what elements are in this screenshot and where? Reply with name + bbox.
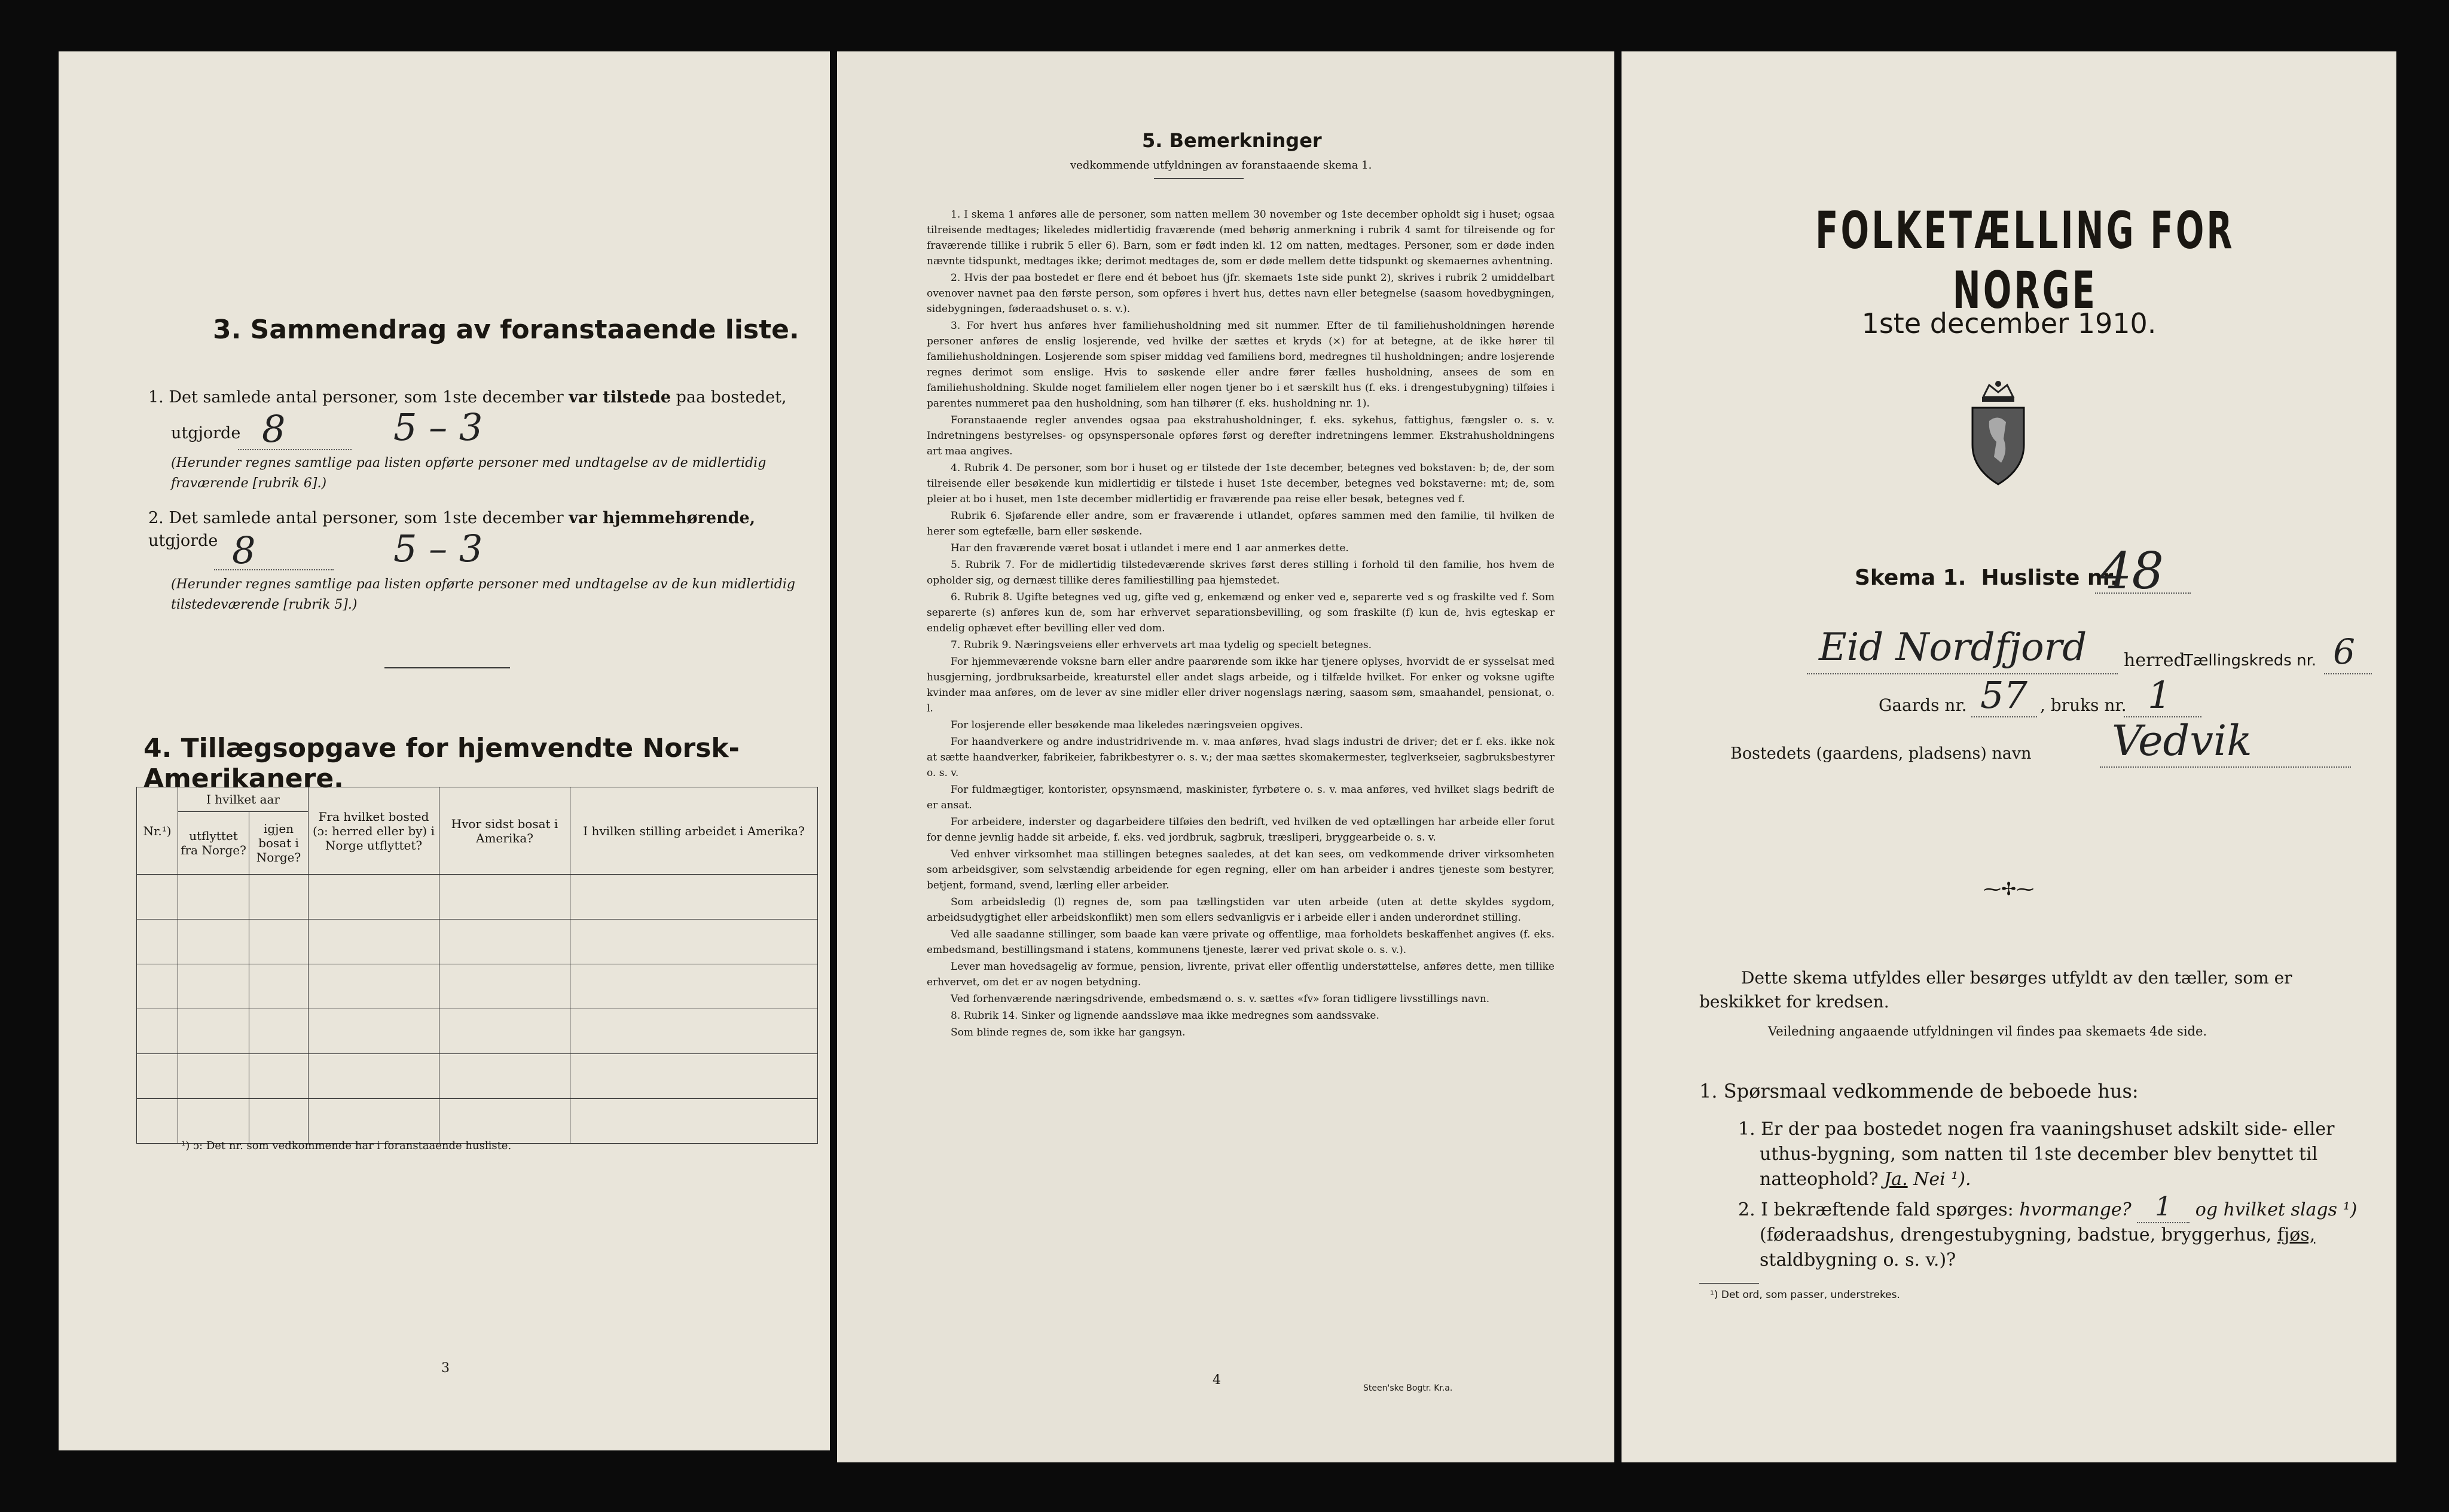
form-date: 1ste december 1910.	[1861, 307, 2157, 340]
remark-paragraph: Rubrik 6. Sjøfarende eller andre, som er fraværende i utlandet, opføres sammen med den familie, til hvilken de herer som egtefælle, barn eller søskende.	[927, 510, 1555, 537]
remark-paragraph: 7. Rubrik 9. Næringsveiens eller erhvervets art maa tydelig og specielt betegnes.	[951, 639, 1372, 651]
table-row	[137, 1009, 818, 1054]
section-4-title: 4. Tillægsopgave for hjemvendte Norsk-Amerikanere.	[143, 733, 740, 794]
herred-line	[1807, 673, 2118, 674]
item-2: 2. Det samlede antal personer, som 1ste december var hjemmehørende, utgjorde	[148, 509, 756, 550]
table-row	[137, 1054, 818, 1099]
col-stilling: I hvilken stilling arbeidet i Amerika?	[570, 787, 818, 875]
answer-nei: Nei ¹).	[1913, 1169, 1971, 1190]
remark-paragraph: Har den fraværende været bosat i utlandet i mere end 1 aar anmerkes dette.	[951, 542, 1349, 554]
question-2: 2. I bekræftende fald spørges: hvormange? 1 og hvilket slags ¹) (føderaadshus, drengestubygning, badstue, bryggerhus, fjøs, staldbygning o. s. v.)?	[1738, 1192, 2358, 1270]
remark-paragraph: 2. Hvis der paa bostedet er flere end ét beboet hus (jfr. skemaets 1ste side punkt 2), skrives i rubrik 2 umiddelbart ovenover navnet paa den første person, som opføres i hvert hus, dettes navn eller betegnelse (saasom hovedbygningen, sidebygningen, føderaadshuset o. s. v.).	[927, 272, 1555, 315]
col-nr: Nr.¹)	[137, 787, 178, 875]
instruction-2: Veiledning angaaende utfyldningen vil findes paa skemaets 4de side.	[1768, 1024, 2207, 1038]
remarks-list	[927, 207, 1555, 1041]
item-2-line	[214, 569, 334, 570]
table-row	[137, 875, 818, 920]
remark-paragraph: Ved forhenværende næringsdrivende, embedsmænd o. s. v. sættes «fv» foran tidligere livsstillings navn.	[951, 993, 1490, 1005]
bosted-value: Vedvik	[2112, 716, 2252, 765]
col-fra: Fra hvilket bosted (ɔ: herred eller by) i Norge utflyttet?	[309, 787, 439, 875]
item-2-note: (Herunder regnes samtlige paa listen opførte personer med undtagelse av de kun midlertidig tilstedeværende [rubrik 5].)	[171, 577, 795, 612]
question-2-value: 1	[2137, 1192, 2190, 1223]
front-footnote: ¹) Det ord, som passer, understrekes.	[1710, 1289, 1900, 1301]
bruks-value: 1	[2148, 673, 2172, 717]
remark-paragraph: 3. For hvert hus anføres hver familiehusholdning med sit nummer. Efter de til familiehusholdningen hørende personer anføres de enslig losjerende, ved hvilke der sættes et kryds (×) for at betegne, at de ikke hører til familiehusholdningen. Losjerende som spiser middag ved familiens bord, medregnes til husholdningen; andre losjerende regnes derimot som enslige. Hvis to søskende eller andre fører fælles husholdning, ansees de som en familiehusholdning. Skulde noget familielem eller nogen tjener bo i et særskilt hus (f. eks. i drengestubygning) tilføies i parentes nummeret paa den husholdning, som han tilhører (f. eks. husholdning nr. 1).	[927, 320, 1555, 410]
table-row	[137, 1099, 818, 1144]
answer-ja: Ja.	[1884, 1169, 1908, 1190]
remarks-title: 5. Bemerkninger	[1142, 129, 1322, 152]
remark-paragraph: Ved alle saadanne stillinger, som baade kan være private og offentlige, maa forholdets beskaffenhet angives (f. eks. embedsmand, bestillingsmand i statens, kommunens tjeneste, lærer ved privat skole o. s. v.).	[927, 928, 1555, 956]
kreds-label: Tællingskreds nr.	[2184, 652, 2317, 670]
form-title: FOLKETÆLLING FOR NORGE	[1815, 201, 2235, 320]
kreds-line	[2324, 673, 2372, 674]
remark-paragraph: For arbeidere, inderster og dagarbeidere tilføies den bedrift, ved hvilken de ved optællingen har arbeide eller forut for denne jevnlig hadde sit arbeide, f. eks. ved jordbruk, sagbruk, træsliperi, bryggearbeide o. s. v.	[927, 816, 1555, 844]
remarks-subtitle: vedkommende utfyldningen av foranstaaende skema 1.	[1070, 159, 1372, 172]
remark-paragraph: Som blinde regnes de, som ikke har gangsyn.	[951, 1027, 1186, 1038]
norsk-amerikanere-table	[136, 787, 818, 1144]
coat-of-arms-icon	[1959, 379, 2037, 487]
gaards-line	[1971, 716, 2037, 717]
remark-paragraph: 8. Rubrik 14. Sinker og lignende aandssløve maa ikke medregnes som aandssvake.	[951, 1010, 1379, 1022]
item-1-label: utgjorde	[171, 424, 241, 442]
printer-mark: Steen'ske Bogtr. Kr.a.	[1363, 1383, 1453, 1393]
remark-paragraph: Lever man hovedsagelig av formue, pension, livrente, privat eller offentlig understøttelse, anføres dette, men tillike erhvervet, om det er av nogen betydning.	[927, 961, 1555, 988]
footnote-rule	[1699, 1283, 1759, 1284]
husliste-line	[2095, 592, 2191, 594]
item-2-value: 8	[232, 529, 256, 572]
remark-paragraph: 1. I skema 1 anføres alle de personer, som natten mellem 30 november og 1ste december opholdt sig i huset; ogsaa tilreisende medtages; likeledes midlertidig fraværende (med behørig anmerkning i rubrik 4 samt for tilreisende og for fraværende tillike i rubrik 5 eller 6). Barn, som er født inden kl. 12 om natten, medtages. Personer, som er døde inden nævnte tidspunkt, medtages ikke; derimot medtages de, som er døde mellem dette tidspunkt og skemaernes avhentning.	[927, 209, 1555, 267]
gaards-value: 57	[1980, 673, 2027, 717]
question-1: 1. Er der paa bostedet nogen fra vaaningshuset adskilt side- eller uthus-bygning, som natten til 1ste december blev benyttet til natteophold? Ja. Nei ¹).	[1738, 1119, 2335, 1190]
bosted-line	[2100, 766, 2351, 768]
col-group: I hvilket aar	[178, 787, 309, 812]
answer-fjos: fjøs,	[2277, 1224, 2316, 1245]
item-1: 1. Det samlede antal personer, som 1ste december var tilstede paa bostedet,	[148, 388, 787, 407]
remark-paragraph: For losjerende eller besøkende maa likeledes næringsveien opgives.	[951, 719, 1303, 731]
bruks-label: , bruks nr.	[2040, 695, 2127, 715]
item-1-value-2: 5 – 3	[393, 405, 483, 449]
gaards-label: Gaards nr.	[1879, 695, 1967, 715]
instruction-1: Dette skema utfyldes eller besørges utfyldt av den tæller, som er beskikket for kredsen.	[1699, 968, 2292, 1012]
remark-paragraph: Foranstaaende regler anvendes ogsaa paa ekstrahusholdninger, f. eks. sykehus, fattighus, fængsler o. s. v. Indretningens bestyrelses- og opsynspersonale opføres først og derefter indretningens lemmer. Ekstrahusholdningens art maa angives.	[927, 414, 1555, 457]
item-2-value-2: 5 – 3	[393, 527, 483, 570]
bosted-label: Bostedets (gaardens, pladsens) navn	[1730, 744, 2032, 763]
table-row	[137, 964, 818, 1009]
remark-paragraph: For haandverkere og andre industridrivende m. v. maa anføres, hvad slags industri de driver; det er f. eks. ikke nok at sætte haandverker, fabrikeier, fabrikbestyrer o. s. v.; der maa sættes skomakermester, teglverkseier, sagbruksbestyrer o. s. v.	[927, 736, 1555, 779]
kreds-value: 6	[2333, 631, 2355, 672]
remark-paragraph: 6. Rubrik 8. Ugifte betegnes ved ug, gifte ved g, enkemænd og enker ved e, separerte ved s og fraskilte ved f. Som separerte (s) anføres kun de, som har erhvervet separationsbevilling, og som fraskilte (f) kun de, hvis egteskap er endelig ophævet efter bevilling eller ved dom.	[927, 591, 1555, 634]
ornament-icon: ⁓✢⁓	[1983, 879, 2035, 900]
col-hvor: Hvor sidst bosat i Amerika?	[439, 787, 570, 875]
questions-heading: 1. Spørsmaal vedkommende de beboede hus:	[1699, 1080, 2139, 1102]
subtitle-rule	[1154, 178, 1244, 179]
husliste-value: 48	[2100, 542, 2164, 600]
remark-paragraph: Som arbeidsledig (l) regnes de, som paa tællingstiden var uten arbeide (uten at dette skyldes sygdom, arbeidsudygtighet eller arbeidskonflikt) men som ellers sedvanligvis er i arbeide eller i anden underordnet stilling.	[927, 896, 1555, 924]
item-1-value: 8	[262, 407, 286, 451]
remark-paragraph: 4. Rubrik 4. De personer, som bor i huset og er tilstede der 1ste december, betegnes ved bokstaven: b; de, der som tilreisende eller besøkende kun midlertidig er tilstede i huset 1ste december, betegnes ved bokstaverne: mt; de, som pleier at bo i huset, men 1ste december midlertidig er fraværende paa reise eller besøk, betegnes ved f.	[927, 462, 1555, 505]
remark-paragraph: For fuldmægtiger, kontorister, opsynsmænd, maskinister, fyrbøtere o. s. v. maa anføres, ved hvilket slags bedrift de er ansat.	[927, 784, 1555, 811]
herred-value: Eid Nordfjord	[1819, 625, 2087, 670]
table-row	[137, 920, 818, 964]
remark-paragraph: For hjemmeværende voksne barn eller andre paarørende som ikke har tjenere oplyses, hvorvidt de er sysselsat med husgjerning, jordbruksarbeide, kreaturstel eller andet slags arbeide, og i tilfælde hvilket. For enker og voksne ugifte kvinder maa anføres, om de lever av sine midler eller driver nogenslags næring, saasom søm, smaahandel, pensionat, o. l.	[927, 656, 1555, 714]
page-1-front	[1622, 51, 2396, 1462]
item-1-line	[238, 449, 352, 450]
divider	[384, 667, 510, 668]
section-3-title: 3. Sammendrag av foranstaaende liste.	[213, 314, 799, 345]
page-number: 4	[1213, 1373, 1221, 1388]
col-igjen: igjen bosat i Norge?	[249, 812, 309, 875]
col-utflyttet: utflyttet fra Norge?	[178, 812, 249, 875]
remark-paragraph: Ved enhver virksomhet maa stillingen betegnes saaledes, at det kan sees, om vedkommende driver virksomheten som arbeidsgiver, som selvstændig arbeidende for egen regning, eller om han arbeider i andres tjeneste som bestyrer, betjent, formand, svend, lærling eller arbeider.	[927, 848, 1555, 891]
footnote: ¹) ɔ: Det nr. som vedkommende har i foranstaaende husliste.	[181, 1140, 512, 1152]
herred-label: herred.	[2124, 650, 2191, 671]
item-1-note: (Herunder regnes samtlige paa listen opførte personer med undtagelse av de midlertidig fraværende [rubrik 6].)	[171, 456, 767, 491]
remark-paragraph: 5. Rubrik 7. For de midlertidig tilstedeværende skrives først deres stilling i forhold til den familie, hos hvem de opholder sig, og dernæst tillike deres familiestilling paa hjemstedet.	[927, 559, 1555, 587]
page-3	[59, 51, 830, 1450]
page-4	[837, 51, 1614, 1462]
page-number: 3	[441, 1361, 450, 1376]
skema-label: Skema 1. Husliste nr.	[1855, 566, 2118, 590]
